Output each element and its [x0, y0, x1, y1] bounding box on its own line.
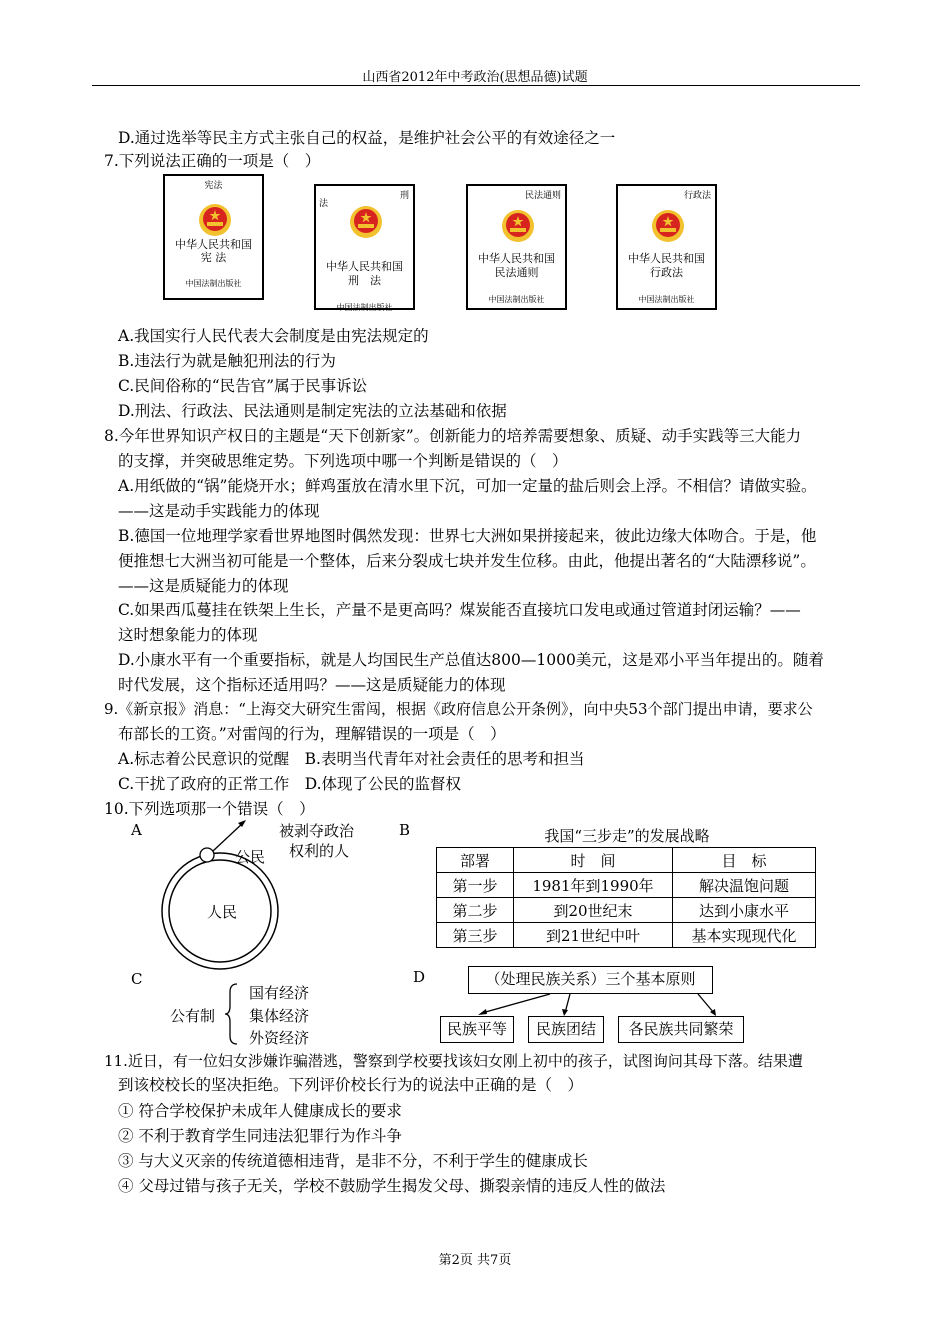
book-constitution [163, 174, 264, 300]
book-publisher: 中国法制出版社 [185, 279, 242, 288]
q9-stem-line2: 布部长的工资。”对雷闯的行为，理解错误的一项是（ ） [118, 725, 506, 743]
book-title-line1: 中华人民共和国 [628, 252, 705, 265]
book-publisher: 中国法制出版社 [488, 295, 545, 304]
header-rule [92, 85, 860, 86]
table-cell: 解决温饱问题 [673, 873, 816, 898]
table-cell: 基本实现现代化 [673, 923, 816, 948]
q7-stem: 7.下列说法正确的一项是（ ） [104, 152, 321, 170]
q8-option-a-line1: A.用纸做的“锅”能烧开水；鲜鸡蛋放在清水里下沉，可加一定量的盐后则会上浮。不相信？请做实验。 [118, 477, 817, 495]
people-label: 人民 [207, 903, 238, 921]
book-title-line1: 中华人民共和国 [326, 260, 403, 273]
book-title-line2: 刑 法 [348, 274, 381, 287]
q10-stem: 10.下列选项那一个错误（ ） [104, 800, 315, 818]
national-emblem-icon [197, 202, 233, 238]
q7-option-b: B.违法行为就是触犯刑法的行为 [118, 352, 336, 370]
q11-statement-1: ① 符合学校保护未成年人健康成长的要求 [118, 1102, 402, 1120]
q11-stem-line1: 11.近日，有一位妇女涉嫌诈骗潜逃，警察到学校要找该妇女刚上初中的孩子，试图询问其母下落。结果遭 [104, 1052, 803, 1070]
national-emblem-icon [650, 208, 686, 244]
deprived-label-line2: 权利的人 [289, 842, 350, 860]
q10-d-letter: D [413, 968, 426, 986]
principle-box: 民族平等 [440, 1016, 514, 1043]
page-header: 山西省2012年中考政治(思想品德)试题 [362, 70, 588, 85]
book-criminal-law [314, 184, 415, 310]
book-administrative-law [616, 184, 717, 310]
q8-option-b-line3: ——这是质疑能力的体现 [118, 577, 289, 595]
book-publisher: 中国法制出版社 [638, 295, 695, 304]
q10-b-letter: B [399, 821, 411, 839]
q10-a-letter: A [131, 821, 142, 839]
q8-option-b-line1: B.德国一位地理学家看世界地图时偶然发现：世界七大洲如果拼接起来，彼此边缘大体吻合。于是，他 [118, 527, 817, 545]
q8-stem-line1: 8.今年世界知识产权日的主题是“天下创新家”。创新能力的培养需要想象、质疑、动手实践等三大能力 [104, 427, 802, 445]
q8-option-d-line1: D.小康水平有一个重要指标，就是人均国民生产总值达800—1000美元，这是邓小平当年提出的。随着 [118, 651, 824, 669]
q6-option-d: D.通过选举等民主方式主张自己的权益，是维护社会公平的有效途径之一 [118, 129, 616, 147]
book-title-line2: 宪 法 [200, 251, 227, 264]
q8-stem-line2: 的支撑，并突破思维定势。下列选项中哪一个判断是错误的（ ） [118, 452, 568, 470]
economy-item: 国有经济 [249, 984, 310, 1002]
table-cell: 到20世纪末 [514, 898, 673, 923]
deprived-label-line1: 被剥夺政治 [279, 822, 355, 840]
book-title-line2: 行政法 [650, 266, 683, 279]
q11-statement-4: ④ 父母过错与孩子无关，学校不鼓励学生揭发父母、撕裂亲情的违反人性的做法 [118, 1177, 666, 1195]
table-cell: 1981年到1990年 [514, 873, 673, 898]
principle-box: 民族团结 [528, 1016, 604, 1043]
economy-item: 集体经济 [249, 1007, 310, 1025]
column-header: 部署 [437, 848, 514, 873]
brace-icon [224, 982, 240, 1046]
q11-statement-3: ③ 与大义灭亲的传统道德相违背，是非不分，不利于学生的健康成长 [118, 1152, 588, 1170]
page-footer: 第2页 共7页 [438, 1253, 512, 1268]
public-ownership-label: 公有制 [170, 1007, 216, 1025]
book-title-line2: 民法通则 [494, 266, 539, 279]
economy-item: 外资经济 [249, 1029, 310, 1047]
table-row [437, 898, 816, 923]
table-header-row [437, 848, 816, 873]
national-emblem-icon [500, 208, 536, 244]
column-header: 时 间 [514, 848, 673, 873]
q9-stem-line1: 9.《新京报》消息：“上海交大研究生雷闯，根据《政府信息公开条例》，向中央53个部门提出申请，要求公 [104, 700, 813, 718]
book-tag: 民法通则 [524, 191, 561, 201]
book-tag: 行政法 [683, 191, 711, 201]
table-row [437, 923, 816, 948]
strategy-table-title: 我国“三步走”的发展战略 [544, 827, 710, 845]
ethnic-principles-box: （处理民族关系）三个基本原则 [468, 966, 713, 994]
table-cell: 第一步 [437, 873, 514, 898]
table-cell: 到21世纪中叶 [514, 923, 673, 948]
book-tag-2: 法 [319, 199, 329, 209]
q7-option-c: C.民间俗称的“民告官”属于民事诉讼 [118, 377, 368, 395]
table-cell: 达到小康水平 [673, 898, 816, 923]
q9-options-cd: C.干扰了政府的正常工作 D.体现了公民的监督权 [118, 775, 462, 793]
q8-option-d-line2: 时代发展，这个指标还适用吗？——这是质疑能力的体现 [118, 676, 506, 694]
book-civil-law [466, 184, 567, 310]
book-tag: 宪法 [204, 181, 223, 191]
q8-option-c-line2: 这时想象能力的体现 [118, 626, 258, 644]
q11-stem-line2: 到该校校长的坚决拒绝。下列评价校长行为的说法中正确的是（ ） [118, 1076, 584, 1094]
book-title-line1: 中华人民共和国 [175, 238, 252, 251]
q8-option-c-line1: C.如果西瓜蔓挂在铁架上生长，产量不是更高吗？煤炭能否直接坑口发电或通过管道封闭运输？—— [118, 601, 801, 619]
table-cell: 第二步 [437, 898, 514, 923]
principle-box: 各民族共同繁荣 [618, 1016, 744, 1043]
q8-option-b-line2: 便推想七大洲当初可能是一个整体，后来分裂成七块并发生位移。由此，他提出著名的“大陆漂移说”。 [118, 552, 816, 570]
q9-options-ab: A.标志着公民意识的觉醒 B.表明当代青年对社会责任的思考和担当 [118, 750, 585, 768]
q7-option-a: A.我国实行人民代表大会制度是由宪法规定的 [118, 327, 429, 345]
q8-option-a-line2: ——这是动手实践能力的体现 [118, 502, 320, 520]
book-publisher: 中国法制出版社 [336, 303, 393, 312]
q11-statement-2: ② 不利于教育学生同违法犯罪行为作斗争 [118, 1127, 402, 1145]
strategy-table [436, 847, 816, 948]
table-row [437, 873, 816, 898]
q10-c-letter: C [131, 970, 143, 988]
principle-arrows [470, 993, 730, 1018]
book-title-line1: 中华人民共和国 [478, 252, 555, 265]
q7-option-d: D.刑法、行政法、民法通则是制定宪法的立法基础和依据 [118, 402, 507, 420]
book-tag: 刑 [399, 191, 409, 201]
table-cell: 第三步 [437, 923, 514, 948]
column-header: 目 标 [673, 848, 816, 873]
citizen-label: 公民 [235, 848, 266, 866]
national-emblem-icon [348, 204, 384, 240]
